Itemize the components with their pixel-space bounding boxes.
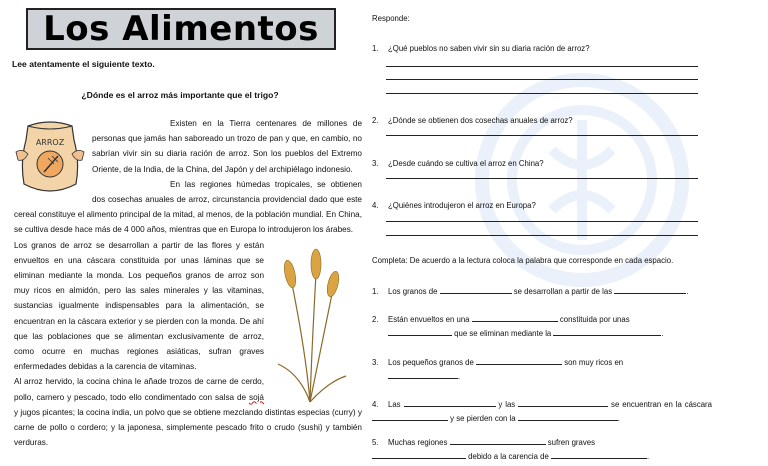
question-3: 3. ¿Desde cuándo se cultiva el arroz en China? xyxy=(372,159,544,168)
soja-word: sojá xyxy=(248,392,264,402)
fill-blank[interactable] xyxy=(518,412,618,421)
fill-blank[interactable] xyxy=(404,398,496,407)
reading-paragraph-3: Los granos de arroz se desarrollan a partir de las flores y están envueltos en una cáscara constituida por unas láminas que se eliminan mediante la monda. Los pequeños granos de arroz son muy ricos en almidón, pero las sales minerales y las vitaminas, sustancias igualmente indispensables para la alimentación, se encuentran en la cáscara exterior y se pierden con la monda. De ahí que las poblaciones que se alimentan exclusivamente de arroz, como ocurre en muchas regiones asiáticas, sufran graves enfermedades debidas a la carencia de vitaminas. xyxy=(14,240,264,372)
answer-line[interactable] xyxy=(386,79,698,80)
rice-bag-label: ARROZ xyxy=(35,138,65,147)
fill-blank[interactable] xyxy=(551,450,647,459)
fill-blank[interactable] xyxy=(372,450,466,459)
questions-column xyxy=(372,0,762,466)
fill-blank[interactable] xyxy=(614,285,686,294)
complete-item-3: 3. Los pequeños granos de son muy ricos en . xyxy=(372,358,624,381)
wheat-illustration xyxy=(270,244,350,404)
answer-line[interactable] xyxy=(386,235,698,236)
complete-item-1: 1. Los granos de se desarrollan a partir de las . xyxy=(372,287,689,296)
complete-item-5: 5. Muchas regiones sufren graves debido a la carencia de . xyxy=(372,438,650,461)
reading-title: ¿Dónde es el arroz más importante que el trigo? xyxy=(81,90,279,100)
answer-line[interactable] xyxy=(386,178,698,179)
complete-item-4: 4. Las y las se encuentran en la cáscara y se pierden con la . xyxy=(372,400,712,423)
reading-paragraph-1: Existen en la Tierra centenares de millones de personas que jamás han saboreado un trozo de pan y que, en cambio, no sabrían vivir sin su diaria ración de arroz. Son los pueblos del Extremo Oriente, de la India, de la China, del Japón y del archipiélago indonesio. xyxy=(92,119,362,174)
title-banner xyxy=(26,8,336,50)
question-2: 2. ¿Dónde se obtienen dos cosechas anuales de arroz? xyxy=(372,116,573,125)
rice-bag-illustration xyxy=(14,118,86,196)
fill-blank[interactable] xyxy=(518,398,608,407)
question-4: 4. ¿Quiénes introdujeron el arroz en Europa? xyxy=(372,201,536,210)
responde-label: Responde: xyxy=(372,14,410,23)
answer-line[interactable] xyxy=(386,135,698,136)
fill-blank[interactable] xyxy=(450,436,546,445)
complete-item-2: 2. Están envueltos en una constituida por unas que se eliminan mediante la . xyxy=(372,315,664,338)
instruction-text: Lee atentamente el siguiente texto. xyxy=(12,59,155,69)
fill-blank[interactable] xyxy=(388,327,452,336)
fill-blank[interactable] xyxy=(440,285,512,294)
fill-blank[interactable] xyxy=(472,313,558,322)
fill-blank[interactable] xyxy=(372,412,448,421)
reading-paragraph-4: Al arroz hervido, la cocina china le añade trozos de carne de cerdo, pollo, carnero y pescado, todo ello condimentado con salsa de sojá y jugos picantes; la cocina india, un polvo que se obtiene mezclando distintas especias (curry) y carne de pollo o cordero; y la japonesa, simplemente pescado frito o crudo (sushi) y también verduras. xyxy=(14,377,362,448)
answer-line[interactable] xyxy=(386,93,698,94)
fill-blank[interactable] xyxy=(476,356,562,365)
answer-line[interactable] xyxy=(386,221,698,222)
fill-blank[interactable] xyxy=(553,327,661,336)
answer-line[interactable] xyxy=(386,66,698,67)
page-title: Los Alimentos xyxy=(43,9,319,49)
completa-instruction: Completa: De acuerdo a la lectura coloca la palabra que corresponde en cada espacio. xyxy=(372,256,674,265)
question-1: 1. ¿Qué pueblos no saben vivir sin su diaria ración de arroz? xyxy=(372,44,590,53)
reading-text xyxy=(14,116,362,450)
reading-paragraph-2: En las regiones húmedas tropicales, se obtienen dos cosechas anuales de arroz, circunstancia providencial dado que este cereal constituye el alimento principal de la mitad, al menos, de la población mundial. En China, se cultiva desde hace más de 4 000 años, mientras que en Europa lo introdujeron los árabes. xyxy=(14,179,362,235)
fill-blank[interactable] xyxy=(388,370,458,379)
